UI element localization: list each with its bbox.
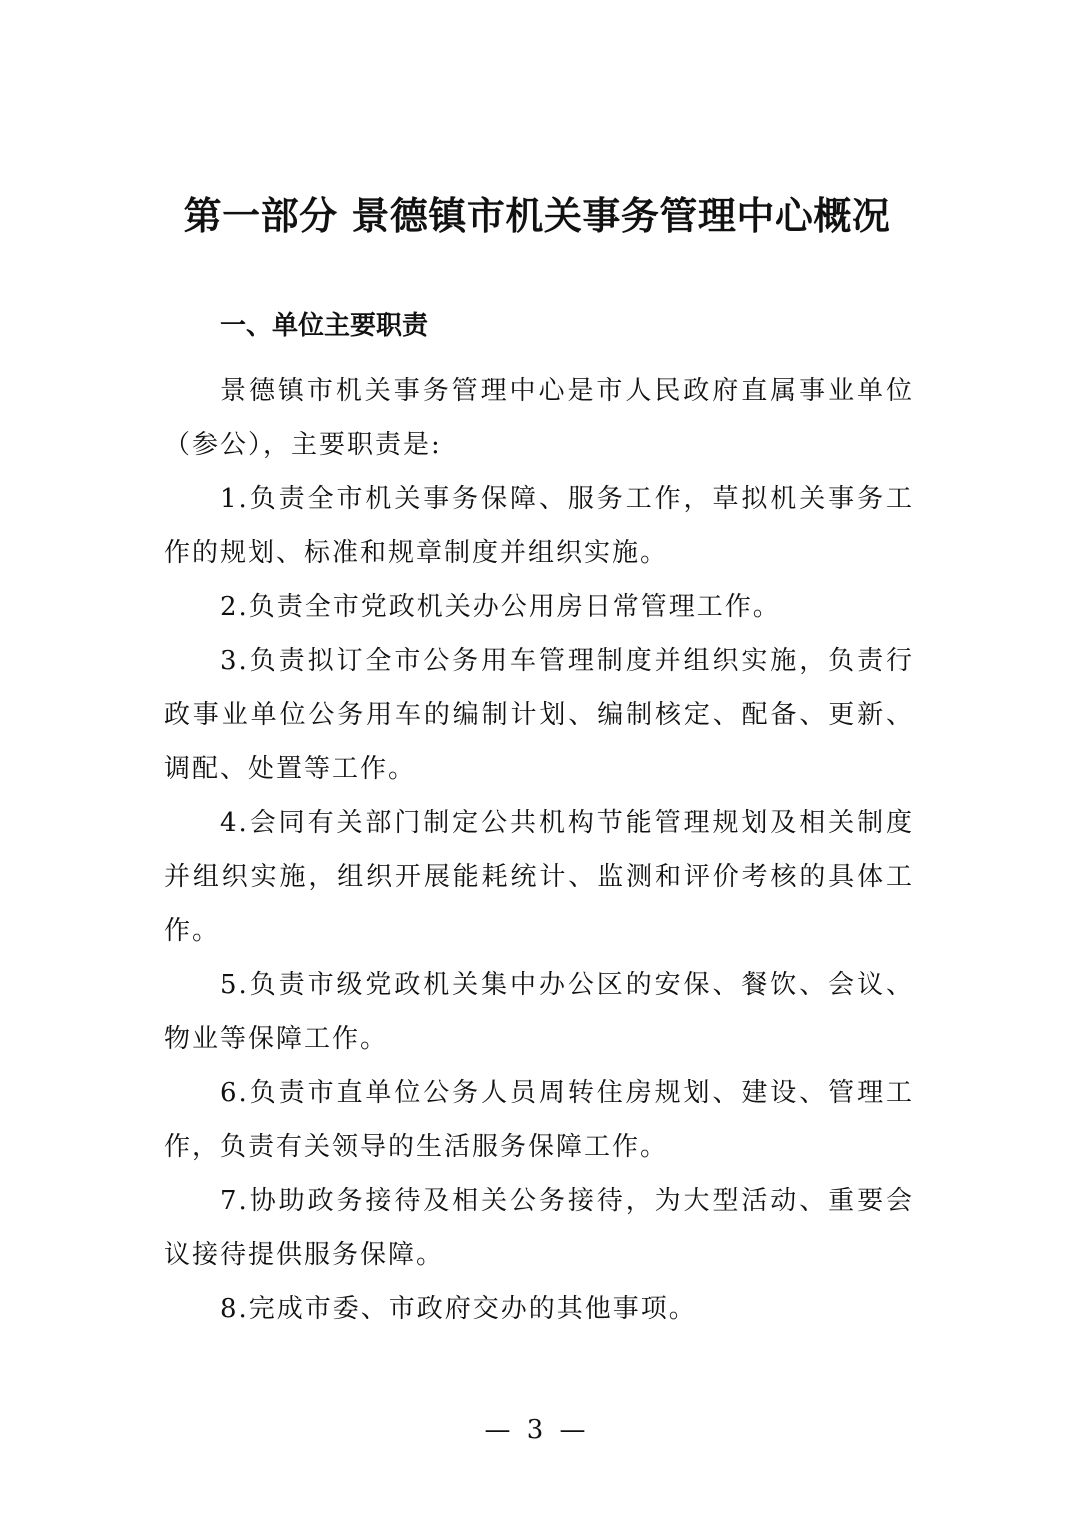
paragraph-item-1: 1.负责全市机关事务保障、服务工作，草拟机关事务工作的规划、标准和规章制度并组织实施。: [164, 484, 914, 568]
page-title: 第一部分 景德镇市机关事务管理中心概况: [183, 194, 891, 238]
page-number: — 3 —: [484, 1415, 590, 1445]
document-body: [164, 364, 914, 1336]
paragraph-item-2: 2.负责全市党政机关办公用房日常管理工作。: [220, 592, 781, 622]
section-heading: 一、单位主要职责: [220, 311, 429, 341]
paragraph-item-3: 3.负责拟订全市公务用车管理制度并组织实施，负责行政事业单位公务用车的编制计划、编制核定、配备、更新、调配、处置等工作。: [164, 646, 914, 784]
paragraph-item-7: 7.协助政务接待及相关公务接待，为大型活动、重要会议接待提供服务保障。: [164, 1186, 914, 1270]
paragraph-item-6: 6.负责市直单位公务人员周转住房规划、建设、管理工作，负责有关领导的生活服务保障工作。: [164, 1078, 914, 1162]
paragraph-item-4: 4.会同有关部门制定公共机构节能管理规划及相关制度并组织实施，组织开展能耗统计、监测和评价考核的具体工作。: [164, 808, 914, 946]
paragraph-item-8: 8.完成市委、市政府交办的其他事项。: [220, 1294, 697, 1324]
paragraph-intro: 景德镇市机关事务管理中心是市人民政府直属事业单位（参公），主要职责是:: [164, 376, 914, 460]
paragraph-item-5: 5.负责市级党政机关集中办公区的安保、餐饮、会议、物业等保障工作。: [164, 970, 914, 1054]
